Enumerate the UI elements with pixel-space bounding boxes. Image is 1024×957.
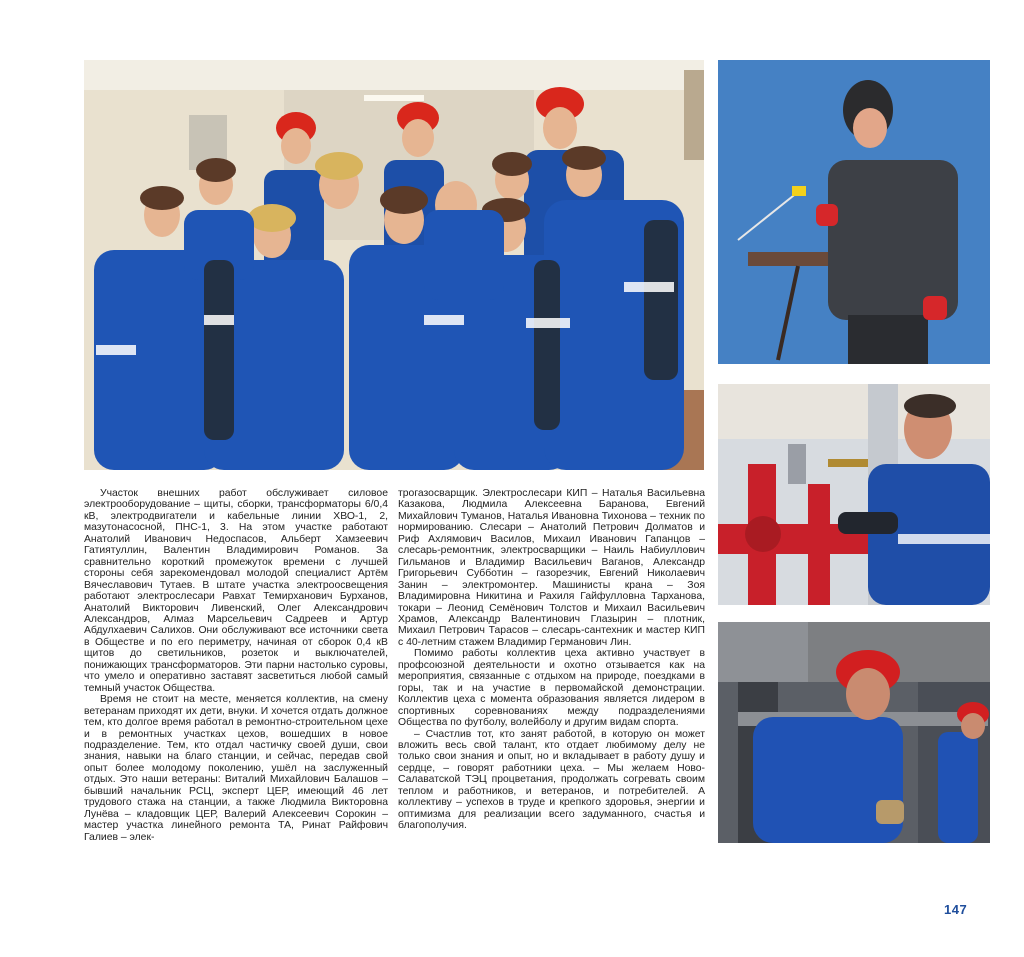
paragraph: Помимо работы коллектив цеха активно участвует в профсоюзной деятельности и охотно отзывается как на мероприятия, связанные с отдыхом на природе, поездками в горы, так и на участие в первомайской демонстрации. Коллектив цеха с момента образования является лидером в спортивных соревнованиях между подразделениями Общества по футболу, волейболу и другим видам спорта. — [398, 648, 705, 729]
team-group-photo — [84, 60, 704, 470]
paragraph: – Счастлив тот, кто занят работой, в которую он может вложить весь свой талант, кто отдает любимому делу не только свои знания и опыт, но и вкладывает в работу душу и сердце, – говорят работники цеха. – Мы желаем Ново-Салаватской ТЭЦ процветания, продолжать согревать своим теплом и работников, и ветеранов, и потребителей. А коллективу – успехов в труде и крепкого здоровья, энергии и оптимизма для реализации всего задуманного, счастья и благополучия. — [398, 728, 705, 832]
article-column-right — [398, 488, 705, 832]
article-column-left — [84, 488, 388, 843]
welder-photo — [718, 60, 990, 364]
valve-maintenance-photo — [718, 384, 990, 605]
page-number: 147 — [944, 902, 968, 917]
worker-in-helmet-photo — [718, 622, 990, 843]
paragraph: Время не стоит на месте, меняется коллектив, на смену ветеранам приходят их дети, внуки. И хочется отдать должное тем, кто долгое время работал в ремонтно-строительном цехе и в ремонтных участках цехов, вошедших в новое подразделение. Тем, кто отдал частичку своей души, свои знания, навыки на благо станции, и сейчас, передав свой опыт более молодому поколению, ушёл на заслуженный отдых. Это наши ветераны: Виталий Михайлович Балашов – бывший начальник РСЦ, эксперт ЦЕР, имеющий 46 лет трудового стажа на станции, а также Людмила Викторовна Лунёва – кладовщик ЦЕР, Валерий Алексеевич Сорокин – мастер участка линейного ремонта ТА, Ринат Райфович Галиев – элек- — [84, 694, 388, 843]
paragraph: трогазосварщик. Электрослесари КИП – Наталья Васильевна Казакова, Людмила Алексеевна Баранова, Евгений Михайлович Туманов, Наталья Ивановна Тихонова – техник по нормированию. Слесари – Анатолий Петрович Долматов и Риф Ахлямович Василов, Михаил Иванович Гапанцов – слесарь-ремонтник, электросварщики – Наиль Набиуллович Гильманов и Владимир Васильевич Ваганов, Александр Григорьевич Субботин – газорезчик, Евгений Николаевич Занин – электромонтер. Машинисты крана – Зоя Владимировна Никитина и Рахиля Гайфулловна Тарханова, токари – Леонид Семёнович Толстов и Михаил Васильевич Храмов, Александр Валентинович Глазырин – плотник, Михаил Петрович Тарасов – слесарь-сантехник и мастер КИП с 40-летним стажем Владимир Германович Лин. — [398, 488, 705, 648]
paragraph: Участок внешних работ обслуживает силовое электрооборудование – щиты, сборки, трансформаторы 6/0,4 кВ, электродвигатели и кабельные линии ХВО-1, 2, мазутонасосной, ПНС-1, 3. На этом участке работают Анатолий Иванович Недоспасов, Альберт Хамзеевич Гатиятуллин, Валентин Владимирович Романов. За сравнительно короткий промежуток времени с лучшей стороны себя зарекомендовал молодой специалист Артём Вячеславович Тутаев. В штате участка электроосвещения работают электрослесари Равхат Темирханович Бурханов, Анатолий Викторович Ливенский, Олег Александрович Александров, Алмаз Марсельевич Садреев и Артур Абдулхаевич Салихов. Они обслуживают все источники света в Обществе и по его периметру, начиная от сборок 0,4 кВ щитов до светильников, розеток и выключателей, понижающих трансформаторов. Эти парни настолько суровы, что умело и оперативно заставят засветиться любой самый темный участок Общества. — [84, 488, 388, 694]
